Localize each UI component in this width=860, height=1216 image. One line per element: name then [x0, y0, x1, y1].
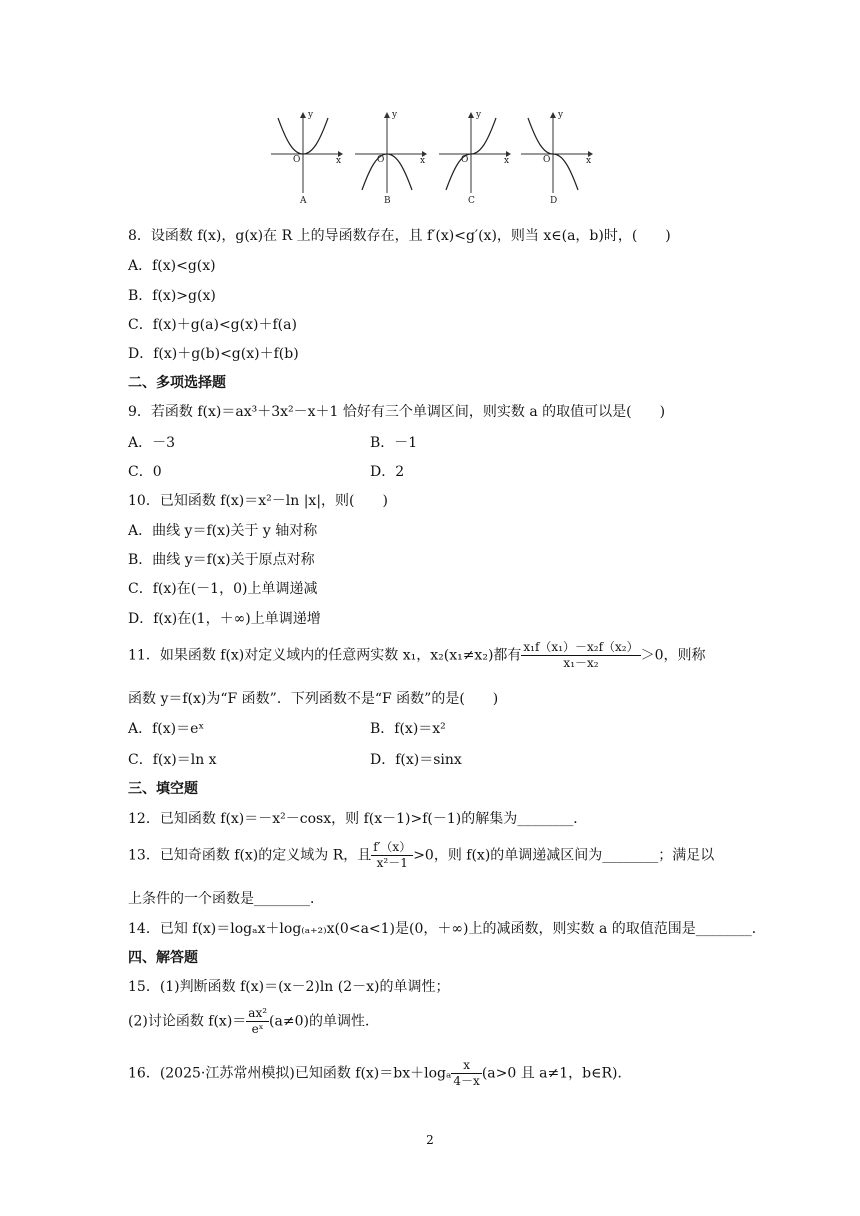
q13-fraction-denominator: x²－1 [376, 856, 408, 870]
graph-b-origin: O [377, 155, 385, 165]
q16-fraction-denominator: 4－x [453, 1074, 480, 1088]
section-heading-2: 二、多项选择题 [128, 375, 226, 391]
graph-c-y-label: y [476, 110, 482, 120]
graph-c-label: C [468, 196, 475, 206]
graph-b [352, 110, 427, 210]
q11-option-d: D．f(x)＝sinx [370, 752, 462, 768]
q9-option-b: B．－1 [370, 435, 418, 451]
section-heading-4: 四、解答题 [128, 950, 198, 966]
q15-fraction-numerator: ax² [248, 1006, 268, 1020]
graph-a-origin: O [293, 155, 301, 165]
q10-stem: 10．已知函数 f(x)＝x²－ln |x|，则( ) [128, 493, 388, 509]
q16-fraction-numerator: x [451, 1058, 481, 1074]
graph-d-y-label: y [558, 110, 564, 120]
q8-option-a: A．f(x)<g(x) [128, 258, 216, 274]
q9-option-a: A．－3 [128, 435, 176, 451]
graph-a-label: A [300, 196, 307, 206]
section-heading-3: 三、填空题 [128, 781, 198, 797]
q11-fraction-numerator: x₁f（x₁）－x₂f（x₂） [523, 640, 639, 654]
q16-stem-post: (a>0 且 a≠1，b∈R)． [481, 1065, 632, 1082]
q15-part2-post: (a≠0)的单调性． [269, 1013, 379, 1030]
q16-stem [128, 1058, 631, 1089]
graph-d-x-label: x [586, 156, 592, 166]
graph-c-plot [436, 110, 511, 195]
q15-part2 [128, 1006, 379, 1037]
q15-part1: 15．(1)判断函数 f(x)＝(x－2)ln (2－x)的单调性； [128, 979, 450, 995]
q10-option-d: D．f(x)在(1，＋∞)上单调递增 [128, 611, 321, 627]
q13-fraction [371, 840, 413, 871]
q11-stem-post: ＞0，则称 [640, 647, 706, 664]
q11-option-c: C．f(x)＝ln x [128, 752, 217, 768]
q11-fraction [521, 640, 640, 671]
q16-stem-pre: 16．(2025·江苏常州模拟)已知函数 f(x)＝bx＋logₐ [128, 1065, 452, 1082]
graph-b-y-label: y [392, 110, 398, 120]
q8-stem: 8．设函数 f(x)，g(x)在 R 上的导函数存在，且 f′(x)<g′(x)，则当 x∈(a，b)时，( ) [128, 228, 671, 244]
graph-c-origin: O [461, 155, 469, 165]
graph-b-plot [352, 110, 427, 195]
q11-stem-line2: 函数 y＝f(x)为“F 函数”．下列函数不是“F 函数”的是( ) [128, 691, 499, 707]
page-number: 2 [426, 1133, 434, 1147]
q11-stem-pre: 11．如果函数 f(x)对定义域内的任意两实数 x₁，x₂(x₁≠x₂)都有 [128, 647, 522, 664]
q15-part2-pre: (2)讨论函数 f(x)＝ [128, 1013, 247, 1030]
graph-a-plot [268, 110, 343, 195]
q15-fraction-denominator: eˣ [251, 1022, 264, 1036]
graph-c-x-label: x [504, 156, 510, 166]
q13-stem-post: >0，则 f(x)的单调递减区间为________；满足以 [413, 847, 715, 864]
q13-fraction-numerator: f′（x） [373, 840, 412, 854]
q13-stem [128, 840, 714, 871]
q11-option-a: A．f(x)＝eˣ [128, 721, 205, 737]
q9-stem: 9．若函数 f(x)＝ax³＋3x²－x＋1 恰好有三个单调区间，则实数 a 的取值可以是( ) [128, 404, 666, 420]
q11-fraction-denominator: x₁－x₂ [563, 656, 599, 670]
q8-option-d: D．f(x)＋g(b)<g(x)＋f(b) [128, 346, 299, 362]
q10-option-b: B．曲线 y＝f(x)关于原点对称 [128, 552, 315, 568]
graph-c [436, 110, 511, 210]
graph-a [268, 110, 343, 210]
q9-option-d: D．2 [370, 464, 405, 480]
q16-fraction [451, 1058, 481, 1089]
q13-stem-pre: 13．已知奇函数 f(x)的定义域为 R，且 [128, 847, 372, 864]
q8-option-b: B．f(x)>g(x) [128, 288, 216, 304]
graph-b-x-label: x [420, 156, 426, 166]
graph-b-label: B [384, 196, 391, 206]
q13-stem-line2: 上条件的一个函数是________． [128, 891, 324, 907]
q14-stem: 14．已知 f(x)＝logₐx＋log₍ₐ₊₂₎x(0<a<1)是(0，＋∞)上的减函数，则实数 a 的取值范围是________． [128, 921, 766, 937]
q15-fraction [246, 1006, 269, 1037]
graph-options-figure [268, 110, 593, 210]
q8-option-c: C．f(x)＋g(a)<g(x)＋f(a) [128, 317, 297, 333]
q9-option-c: C．0 [128, 464, 162, 480]
q11-option-b: B．f(x)＝x² [370, 721, 446, 737]
graph-d-label: D [550, 196, 558, 206]
q10-option-c: C．f(x)在(－1，0)上单调递减 [128, 581, 318, 597]
q11-stem [128, 640, 706, 671]
q10-option-a: A．曲线 y＝f(x)关于 y 轴对称 [128, 523, 318, 539]
graph-a-y-label: y [308, 110, 314, 120]
graph-a-x-label: x [336, 156, 342, 166]
q12-stem: 12．已知函数 f(x)＝－x²－cosx，则 f(x－1)>f(－1)的解集为________． [128, 811, 588, 827]
graph-d [518, 110, 593, 210]
graph-d-plot [518, 110, 593, 195]
graph-d-origin: O [543, 155, 551, 165]
